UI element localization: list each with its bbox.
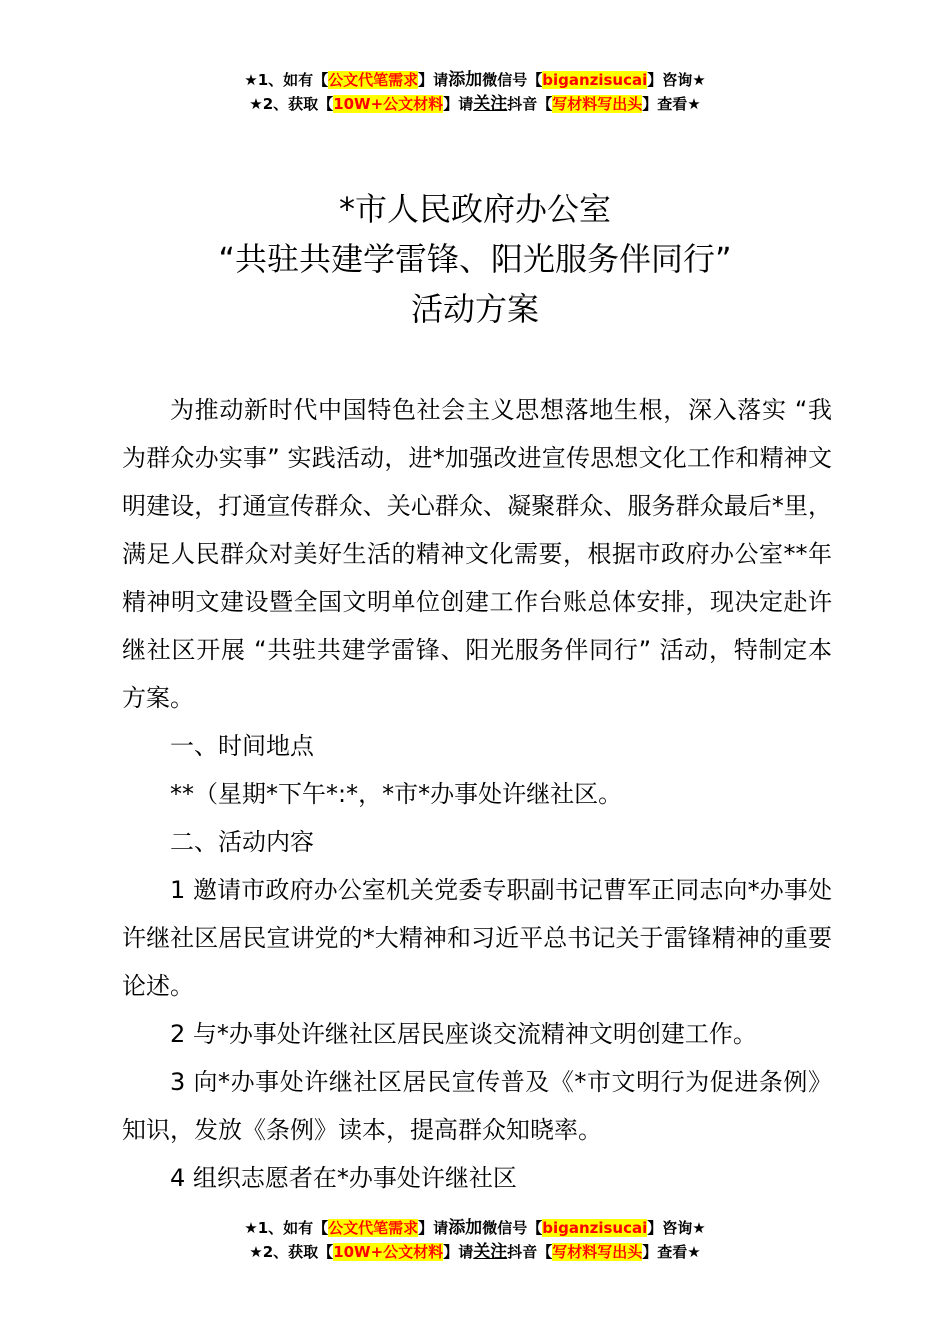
banner-emphasis: 添加: [448, 1218, 483, 1238]
banner-text: 】请: [418, 71, 449, 89]
content-item-4: 4 组织志愿者在*办事处许继社区: [170, 1164, 517, 1192]
banner-highlight: 10W+公文材料: [333, 1243, 444, 1261]
banner-emphasis: 关注: [473, 1242, 508, 1262]
banner-highlight: 公文代笔需求: [328, 71, 419, 89]
content-item-2: 2 与*办事处许继社区居民座谈交流精神文明创建工作。: [170, 1020, 757, 1048]
footer-banner: [0, 1216, 950, 1264]
title-line-3: 活动方案: [410, 290, 539, 328]
banner-text: 】请: [443, 95, 474, 113]
banner-highlight: biganzisucai: [542, 71, 648, 89]
section-heading-time-place: 一、时间地点: [170, 732, 314, 760]
banner-highlight: 公文代笔需求: [328, 1219, 419, 1237]
banner-emphasis: 关注: [473, 94, 508, 114]
banner-text: ★2、获取【: [249, 95, 334, 113]
banner-text: ★2、获取【: [249, 1243, 334, 1261]
title-line-2: “共驻共建学雷锋、阳光服务伴同行”: [218, 240, 732, 278]
banner-text: 】查看★: [642, 95, 701, 113]
section-heading-content: 二、活动内容: [170, 828, 314, 856]
time-place-text: **（星期*下午*:*，*市*办事处许继社区。: [170, 780, 623, 808]
banner-text: 微信号【: [482, 1219, 543, 1237]
header-banner: [0, 68, 950, 116]
banner-text: 抖音【: [507, 1243, 553, 1261]
banner-text: 】请: [443, 1243, 474, 1261]
banner-text: 】咨询★: [647, 71, 706, 89]
intro-paragraph: 为推动新时代中国特色社会主义思想落地生根，深入落实 “我为群众办实事” 实践活动，进*加强改进宣传思想文化工作和精神文明建设，打通宣传群众、关心群众、凝聚群众、服务群众最后*里，满足人民群众对美好生活的精神文化需要，根据市政府办公室**年精神明文建设暨全国文明单位创建工作台账总体安排，现决定赴许继社区开展 “共驻共建学雷锋、阳光服务伴同行” 活动，特制定本方案。: [122, 396, 832, 712]
banner-line-2: [0, 1240, 950, 1264]
content-item-3: 3 向*办事处许继社区居民宣传普及《*市文明行为促进条例》知识，发放《条例》读本，提高群众知晓率。: [122, 1068, 832, 1144]
banner-highlight: 写材料写出头: [552, 95, 643, 113]
banner-text: ★1、如有【: [244, 1219, 329, 1237]
banner-text: ★1、如有【: [244, 71, 329, 89]
document-title: [0, 184, 950, 334]
banner-line-2: [0, 92, 950, 116]
title-line-1: *市人民政府办公室: [338, 190, 611, 228]
banner-text: 抖音【: [507, 95, 553, 113]
banner-highlight: 写材料写出头: [552, 1243, 643, 1261]
banner-text: 】咨询★: [647, 1219, 706, 1237]
banner-text: 】请: [418, 1219, 449, 1237]
banner-highlight: biganzisucai: [542, 1219, 648, 1237]
document-body: [122, 386, 832, 1202]
banner-line-1: [0, 68, 950, 92]
banner-highlight: 10W+公文材料: [333, 95, 444, 113]
banner-text: 微信号【: [482, 71, 543, 89]
banner-line-1: [0, 1216, 950, 1240]
content-item-1: 1 邀请市政府办公室机关党委专职副书记曹军正同志向*办事处许继社区居民宣讲党的*大精神和习近平总书记关于雷锋精神的重要论述。: [122, 876, 832, 1000]
banner-emphasis: 添加: [448, 70, 483, 90]
banner-text: 】查看★: [642, 1243, 701, 1261]
